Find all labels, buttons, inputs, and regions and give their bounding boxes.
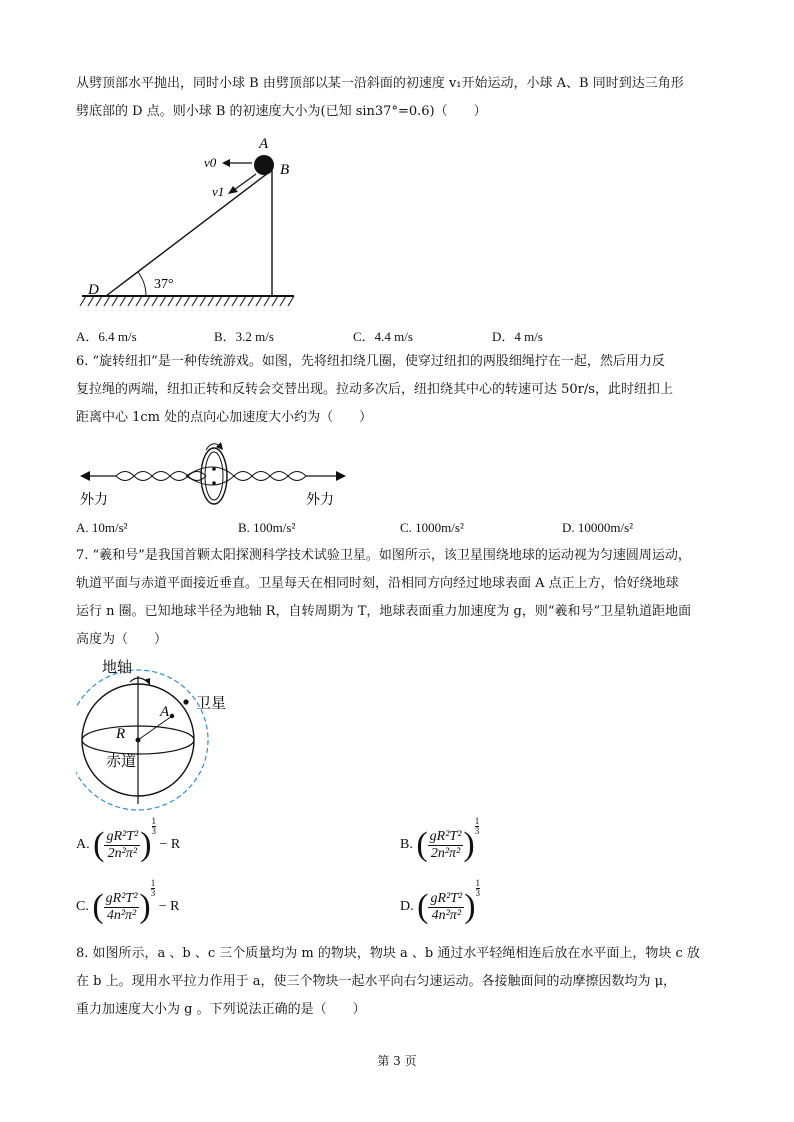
q8-line3: 重力加速度大小为 g 。下列说法正确的是（ ） — [76, 1002, 366, 1017]
q6-option-b[interactable]: B. 100m/s² — [238, 520, 296, 535]
label-force-left: 外力 — [80, 492, 108, 508]
q7-option-c[interactable]: C. ( $\frac{\text{gR²T²}}{\text{4n²π²}}$ ) $\frac{1}{3}$ − R — [76, 878, 180, 925]
label-equator: 赤道 — [106, 752, 137, 770]
label-B: B — [280, 162, 290, 178]
q5-text — [76, 70, 726, 126]
q5-incline-figure — [76, 132, 306, 312]
q5-option-c[interactable]: C．4.4 m/s — [353, 329, 413, 344]
q5-option-a[interactable]: A．6.4 m/s — [76, 329, 137, 344]
label-radius: R — [116, 726, 126, 742]
q7-option-a[interactable]: A. ( $\frac{\text{gR²T²}}{\text{2n²π²}}$ ) $\frac{1}{3}$ − R — [76, 816, 181, 863]
label-axis: 地轴 — [102, 658, 133, 676]
q5-option-d[interactable]: D．4 m/s — [492, 329, 543, 344]
orbit-icon — [76, 670, 208, 810]
satellite-icon — [183, 699, 188, 704]
ball-icon — [254, 155, 274, 175]
label-v0: v0 — [204, 155, 217, 170]
label-force-right: 外力 — [306, 492, 334, 508]
q7-option-b[interactable]: B. ( $\frac{\text{gR²T²}}{\text{2n²π²}}$ ) $\frac{1}{3}$ — [400, 816, 480, 863]
q6-line2: 复拉绳的两端，纽扣正转和反转会交替出现。拉动多次后，纽扣绕其中心的转速可达 50r/s，此时纽扣上 — [76, 382, 673, 397]
q7-line3: 运行 n 圈。已知地球半径为地轴 R，自转周期为 T，地球表面重力加速度为 g，则“羲和号”卫星轨道距地面 — [76, 604, 692, 619]
q5-line1: 从劈顶部水平抛出，同时小球 B 由劈顶部以某一沿斜面的初速度 v₁开始运动，小球 A、B 同时到达三角形 — [76, 76, 684, 91]
q5-option-b[interactable]: B．3.2 m/s — [214, 329, 274, 344]
q7-line2: 轨道平面与赤道平面接近垂直。卫星每天在相同时刻，沿相同方向经过地球表面 A 点正上方，恰好绕地球 — [76, 576, 679, 591]
label-A: A — [259, 136, 269, 152]
q6-text — [76, 348, 726, 432]
label-D: D — [88, 282, 99, 298]
q6-line3: 距离中心 1cm 处的点向心加速度大小约为（ ） — [76, 410, 373, 425]
label-angle: 37° — [154, 277, 174, 292]
q7-option-d[interactable]: D. ( $\frac{\text{gR²T²}}{\text{4n²π²}}$ ) $\frac{1}{3}$ — [400, 878, 481, 925]
q6-option-a[interactable]: A. 10m/s² — [76, 520, 128, 535]
q6-option-c[interactable]: C. 1000m/s² — [400, 520, 464, 535]
q7-line4: 高度为（ ） — [76, 632, 168, 647]
q6-button-figure — [76, 436, 366, 514]
q5-line2: 劈底部的 D 点。则小球 B 的初速度大小为(已知 sin37°=0.6)（ ） — [76, 104, 487, 119]
q8-text — [76, 940, 726, 1024]
label-point-A: A — [160, 704, 170, 720]
label-v1: v1 — [212, 184, 225, 199]
q8-line1: 8. 如图所示，a 、b 、c 三个质量均为 m 的物块，物块 a 、b 通过水平轻绳相连后放在水平面上，物块 c 放 — [76, 946, 700, 961]
q7-line1: 7. “羲和号”是我国首颗太阳探测科学技术试验卫星。如图所示，该卫星围绕地球的运动视为匀速圆周运动， — [76, 548, 691, 563]
page-number: 第 3 页 — [377, 1054, 417, 1068]
q7-text — [76, 542, 726, 654]
q7-earth-figure — [76, 654, 246, 814]
q6-line1: 6. “旋转纽扣”是一种传统游戏。如图，先将纽扣绕几圈，使穿过纽扣的两股细绳拧在一起，然后用力反 — [76, 354, 665, 369]
q6-option-d[interactable]: D. 10000m/s² — [562, 520, 634, 535]
q8-line2: 在 b 上。现用水平拉力作用于 a，使三个物块一起水平向右匀速运动。各接触面间的动摩擦因数均为 μ， — [76, 974, 677, 989]
label-satellite: 卫星 — [196, 694, 227, 712]
